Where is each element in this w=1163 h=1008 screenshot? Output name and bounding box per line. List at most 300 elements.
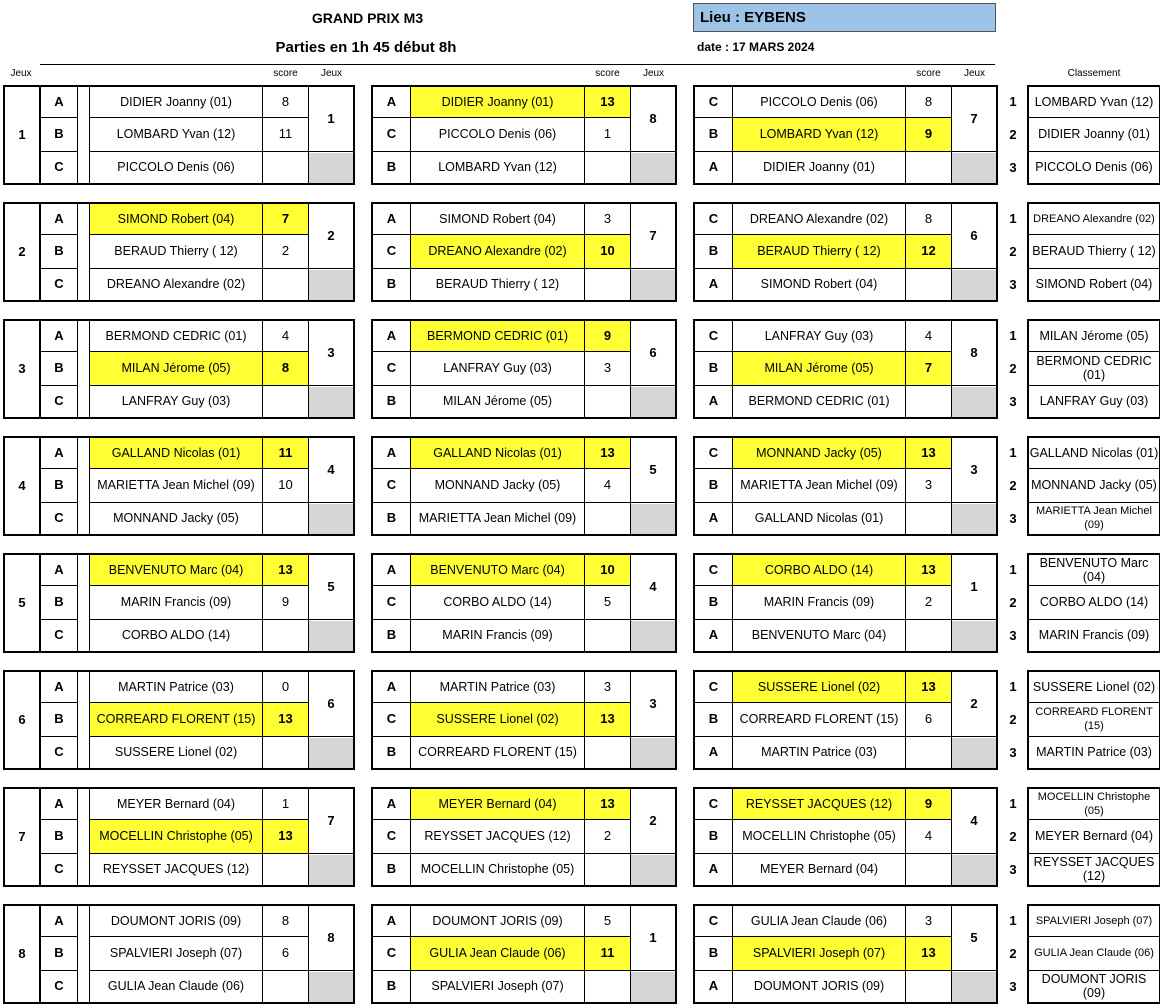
ranking-name: BERAUD Thierry ( 12) [1027,235,1160,268]
player-name: MEYER Bernard (04) [733,854,906,887]
jeux-empty-frame [309,854,355,887]
jeux-empty-frame [631,971,677,1004]
spacer-column [78,202,90,302]
score-cell[interactable]: 13 [906,937,952,970]
score-cell[interactable]: 9 [263,586,309,619]
score-cell[interactable]: 3 [585,352,631,385]
jeux-number: 8 [631,85,677,152]
player-name: CORBO ALDO (14) [411,586,585,619]
ranking-name: CORBO ALDO (14) [1027,586,1160,619]
team-letter: A [693,152,733,185]
team-letter: C [693,670,733,703]
jeux-empty-frame [952,854,998,887]
player-name: BERAUD Thierry ( 12) [411,269,585,302]
score-cell[interactable]: 3 [906,904,952,937]
rank-number: 1 [1009,444,1017,460]
team-letter: C [371,235,411,268]
player-name: GULIA Jean Claude (06) [90,971,263,1004]
jeux-number: 5 [631,436,677,503]
player-name: MEYER Bernard (04) [411,787,585,820]
poule-group [0,787,1163,888]
ranking-name: LANFRAY Guy (03) [1027,386,1160,419]
page-subtitle: Parties en 1h 45 début 8h [275,39,457,56]
jeux-empty-frame [631,386,677,419]
team-letter: A [693,503,733,536]
jeux-number: 3 [952,436,998,503]
jeux-empty-frame [952,503,998,536]
score-cell[interactable]: 4 [906,319,952,352]
player-name: SIMOND Robert (04) [411,202,585,235]
jeux-number: 6 [309,670,355,737]
team-letter: C [693,319,733,352]
rank-number: 1 [1009,93,1017,109]
score-cell[interactable] [263,971,309,1004]
player-name: LANFRAY Guy (03) [90,386,263,419]
header-score-3: score [916,68,941,79]
header-jeux-3: Jeux [963,68,986,79]
player-name: MEYER Bernard (04) [90,787,263,820]
player-name: MILAN Jérome (05) [411,386,585,419]
score-cell[interactable]: 5 [585,586,631,619]
jeux-empty-frame [309,620,355,653]
rank-number: 1 [1009,210,1017,226]
score-cell[interactable]: 12 [906,235,952,268]
poule-group [0,85,1163,186]
score-cell[interactable]: 13 [585,85,631,118]
score-cell[interactable] [585,971,631,1004]
score-cell[interactable]: 7 [263,202,309,235]
team-letter: C [693,553,733,586]
score-cell[interactable] [585,386,631,419]
score-cell[interactable]: 6 [906,703,952,736]
player-name: MARTIN Patrice (03) [411,670,585,703]
score-cell[interactable] [263,737,309,770]
team-letter: B [693,703,733,736]
rank-number: 2 [1009,477,1017,493]
score-cell[interactable] [585,620,631,653]
score-cell[interactable]: 8 [263,352,309,385]
player-name: BENVENUTO Marc (04) [733,620,906,653]
player-name: GALLAND Nicolas (01) [90,436,263,469]
score-cell[interactable]: 3 [906,469,952,502]
team-letter: A [693,620,733,653]
jeux-number: 1 [631,904,677,971]
player-name: BERAUD Thierry ( 12) [733,235,906,268]
score-cell[interactable] [906,971,952,1004]
score-cell[interactable]: 13 [906,670,952,703]
group-number: 4 [3,436,40,536]
player-name: MILAN Jérome (05) [733,352,906,385]
score-cell[interactable]: 13 [263,703,309,736]
location-box: Lieu : EYBENS [693,3,996,32]
team-letter: C [40,971,78,1004]
score-cell[interactable]: 4 [585,469,631,502]
score-cell[interactable] [906,152,952,185]
score-cell[interactable]: 13 [906,553,952,586]
score-cell[interactable]: 4 [263,319,309,352]
team-letter: A [40,787,78,820]
player-name: MONNAND Jacky (05) [90,503,263,536]
score-cell[interactable]: 4 [906,820,952,853]
score-cell[interactable]: 11 [263,436,309,469]
team-letter: B [693,352,733,385]
team-letter: A [693,971,733,1004]
player-name: DIDIER Joanny (01) [90,85,263,118]
score-cell[interactable] [263,269,309,302]
player-name: GALLAND Nicolas (01) [733,503,906,536]
team-letter: C [693,202,733,235]
player-name: LANFRAY Guy (03) [733,319,906,352]
score-cell[interactable]: 13 [906,436,952,469]
ranking-name: SPALVIERI Joseph (07) [1027,904,1160,937]
team-letter: A [371,553,411,586]
ranking-name: GULIA Jean Claude (06) [1027,937,1160,970]
score-cell[interactable] [906,854,952,887]
team-letter: A [693,737,733,770]
header-jeux-2: Jeux [642,68,665,79]
poule-group [0,319,1163,420]
team-letter: A [40,319,78,352]
player-name: BERMOND CEDRIC (01) [733,386,906,419]
group-number: 3 [3,319,40,419]
jeux-empty-frame [309,737,355,770]
score-cell[interactable] [263,503,309,536]
rank-number: 2 [1009,828,1017,844]
team-letter: B [693,118,733,151]
jeux-number: 5 [309,553,355,620]
team-letter: A [371,436,411,469]
team-letter: A [40,670,78,703]
score-cell[interactable] [906,269,952,302]
jeux-number: 2 [631,787,677,854]
team-letter: C [40,737,78,770]
ranking-name: PICCOLO Denis (06) [1027,152,1160,185]
player-name: LOMBARD Yvan (12) [411,152,585,185]
spacer-column [78,904,90,1004]
rank-number: 1 [1009,912,1017,928]
team-letter: B [371,971,411,1004]
team-letter: A [40,553,78,586]
score-cell[interactable] [585,503,631,536]
score-cell[interactable] [906,737,952,770]
jeux-empty-frame [952,386,998,419]
team-letter: B [40,469,78,502]
jeux-empty-frame [631,854,677,887]
score-cell[interactable]: 2 [263,235,309,268]
score-cell[interactable]: 11 [585,937,631,970]
player-name: GULIA Jean Claude (06) [411,937,585,970]
score-cell[interactable]: 6 [263,937,309,970]
jeux-number: 8 [952,319,998,386]
header-jeux-1: Jeux [320,68,343,79]
team-letter: B [40,703,78,736]
team-letter: A [693,386,733,419]
team-letter: C [693,904,733,937]
score-cell[interactable] [585,737,631,770]
ranking-name: SIMOND Robert (04) [1027,269,1160,302]
jeux-number: 8 [309,904,355,971]
poule-group [0,670,1163,771]
score-cell[interactable]: 2 [906,586,952,619]
team-letter: C [693,85,733,118]
jeux-empty-frame [952,737,998,770]
score-cell[interactable] [585,269,631,302]
team-letter: C [40,503,78,536]
player-name: MONNAND Jacky (05) [733,436,906,469]
team-letter: B [693,820,733,853]
jeux-empty-frame [631,503,677,536]
header-rule [40,64,995,65]
ranking-name: DOUMONT JORIS (09) [1027,971,1160,1004]
team-letter: B [371,386,411,419]
team-letter: A [371,202,411,235]
score-cell[interactable]: 0 [263,670,309,703]
player-name: LANFRAY Guy (03) [411,352,585,385]
team-letter: A [40,436,78,469]
poule-group [0,553,1163,654]
team-letter: C [371,118,411,151]
team-letter: B [371,269,411,302]
jeux-empty-frame [631,620,677,653]
team-letter: B [40,586,78,619]
spacer-column [78,85,90,185]
spacer-column [78,787,90,887]
jeux-number: 6 [952,202,998,269]
player-name: SPALVIERI Joseph (07) [733,937,906,970]
player-name: SIMOND Robert (04) [90,202,263,235]
player-name: SPALVIERI Joseph (07) [411,971,585,1004]
ranking-name: MARTIN Patrice (03) [1027,737,1160,770]
player-name: BENVENUTO Marc (04) [90,553,263,586]
player-name: BERMOND CEDRIC (01) [411,319,585,352]
spacer-column [78,436,90,536]
ranking-name: BENVENUTO Marc (04) [1027,553,1160,586]
score-cell[interactable]: 1 [585,118,631,151]
player-name: CORBO ALDO (14) [733,553,906,586]
rank-number: 3 [1009,277,1017,293]
rank-number: 1 [1009,678,1017,694]
team-letter: B [371,503,411,536]
jeux-number: 7 [309,787,355,854]
rank-number: 3 [1009,862,1017,878]
team-letter: B [371,737,411,770]
jeux-number: 5 [952,904,998,971]
score-cell[interactable]: 8 [906,202,952,235]
score-cell[interactable]: 9 [906,787,952,820]
score-cell[interactable] [263,386,309,419]
team-letter: C [40,620,78,653]
team-letter: B [693,586,733,619]
jeux-number: 7 [631,202,677,269]
jeux-number: 2 [309,202,355,269]
player-name: DIDIER Joanny (01) [733,152,906,185]
jeux-empty-frame [952,620,998,653]
team-letter: B [40,118,78,151]
score-cell[interactable]: 10 [263,469,309,502]
team-letter: B [693,937,733,970]
jeux-number: 7 [952,85,998,152]
group-number: 5 [3,553,40,653]
jeux-number: 4 [631,553,677,620]
player-name: DOUMONT JORIS (09) [411,904,585,937]
player-name: DOUMONT JORIS (09) [90,904,263,937]
player-name: BENVENUTO Marc (04) [411,553,585,586]
team-letter: A [693,854,733,887]
ranking-name: MARIETTA Jean Michel (09) [1027,503,1160,536]
player-name: PICCOLO Denis (06) [411,118,585,151]
ranking-name: DIDIER Joanny (01) [1027,118,1160,151]
score-cell[interactable]: 10 [585,235,631,268]
header-score-2: score [595,68,620,79]
jeux-empty-frame [952,269,998,302]
rank-number: 2 [1009,360,1017,376]
score-cell[interactable]: 3 [585,202,631,235]
rank-number: 3 [1009,979,1017,995]
jeux-number: 3 [309,319,355,386]
score-cell[interactable]: 3 [585,670,631,703]
team-letter: C [693,787,733,820]
team-letter: C [371,820,411,853]
spacer-column [78,319,90,419]
player-name: SIMOND Robert (04) [733,269,906,302]
score-cell[interactable]: 13 [585,436,631,469]
ranking-name: MEYER Bernard (04) [1027,820,1160,853]
player-name: SPALVIERI Joseph (07) [90,937,263,970]
team-letter: A [40,85,78,118]
score-cell[interactable]: 8 [263,85,309,118]
header-score-1: score [273,68,298,79]
rank-number: 1 [1009,795,1017,811]
team-letter: B [371,152,411,185]
player-name: DREANO Alexandre (02) [411,235,585,268]
player-name: CORREARD FLORENT (15) [733,703,906,736]
team-letter: B [40,937,78,970]
poule-group [0,436,1163,537]
score-cell[interactable] [263,854,309,887]
player-name: MOCELLIN Christophe (05) [90,820,263,853]
score-cell[interactable] [585,854,631,887]
player-name: DREANO Alexandre (02) [733,202,906,235]
player-name: GALLAND Nicolas (01) [411,436,585,469]
ranking-name: MILAN Jérome (05) [1027,319,1160,352]
rank-number: 3 [1009,160,1017,176]
team-letter: A [371,85,411,118]
score-cell[interactable] [263,620,309,653]
ranking-name: SUSSERE Lionel (02) [1027,670,1160,703]
jeux-empty-frame [309,152,355,185]
player-name: BERAUD Thierry ( 12) [90,235,263,268]
rank-number: 1 [1009,561,1017,577]
score-cell[interactable]: 10 [585,553,631,586]
team-letter: B [40,235,78,268]
player-name: SUSSERE Lionel (02) [90,737,263,770]
team-letter: C [371,352,411,385]
jeux-empty-frame [631,737,677,770]
player-name: MARIN Francis (09) [733,586,906,619]
score-cell[interactable] [263,152,309,185]
jeux-empty-frame [309,503,355,536]
score-cell[interactable]: 9 [585,319,631,352]
group-number: 1 [3,85,40,185]
player-name: MARTIN Patrice (03) [733,737,906,770]
player-name: MARIETTA Jean Michel (09) [90,469,263,502]
player-name: MARIN Francis (09) [411,620,585,653]
jeux-empty-frame [631,269,677,302]
score-cell[interactable]: 1 [263,787,309,820]
player-name: PICCOLO Denis (06) [733,85,906,118]
jeux-empty-frame [952,152,998,185]
score-cell[interactable]: 9 [906,118,952,151]
score-cell[interactable]: 13 [263,820,309,853]
group-number: 7 [3,787,40,887]
rank-number: 3 [1009,394,1017,410]
team-letter: B [371,620,411,653]
score-cell[interactable] [906,503,952,536]
score-cell[interactable]: 11 [263,118,309,151]
score-cell[interactable] [906,386,952,419]
player-name: DREANO Alexandre (02) [90,269,263,302]
team-letter: B [40,352,78,385]
player-name: DIDIER Joanny (01) [411,85,585,118]
player-name: MOCELLIN Christophe (05) [411,854,585,887]
rank-number: 3 [1009,628,1017,644]
rank-number: 2 [1009,243,1017,259]
jeux-empty-frame [309,269,355,302]
player-name: REYSSET JACQUES (12) [733,787,906,820]
player-name: DOUMONT JORIS (09) [733,971,906,1004]
score-cell[interactable] [585,152,631,185]
team-letter: B [693,235,733,268]
team-letter: C [371,937,411,970]
rank-number: 2 [1009,945,1017,961]
score-cell[interactable]: 13 [585,703,631,736]
rank-number: 2 [1009,711,1017,727]
team-letter: C [40,386,78,419]
rank-number: 3 [1009,511,1017,527]
score-cell[interactable]: 13 [263,553,309,586]
team-letter: A [371,319,411,352]
ranking-name: GALLAND Nicolas (01) [1027,436,1160,469]
player-name: CORREARD FLORENT (15) [411,737,585,770]
team-letter: A [371,670,411,703]
team-letter: A [371,787,411,820]
ranking-name: MOCELLIN Christophe (05) [1027,787,1160,820]
ranking-name: BERMOND CEDRIC (01) [1027,352,1160,385]
spacer-column [78,553,90,653]
team-letter: C [371,586,411,619]
score-cell[interactable]: 13 [585,787,631,820]
score-cell[interactable]: 2 [585,820,631,853]
ranking-name: LOMBARD Yvan (12) [1027,85,1160,118]
score-cell[interactable]: 5 [585,904,631,937]
spacer-column [78,670,90,770]
ranking-name: MARIN Francis (09) [1027,620,1160,653]
player-name: CORBO ALDO (14) [90,620,263,653]
score-cell[interactable] [906,620,952,653]
rank-number: 2 [1009,126,1017,142]
group-number: 2 [3,202,40,302]
ranking-name: REYSSET JACQUES (12) [1027,854,1160,887]
score-cell[interactable]: 8 [263,904,309,937]
jeux-number: 1 [952,553,998,620]
ranking-name: CORREARD FLORENT (15) [1027,703,1160,736]
rank-number: 2 [1009,594,1017,610]
score-cell[interactable]: 8 [906,85,952,118]
score-cell[interactable]: 7 [906,352,952,385]
player-name: MARIN Francis (09) [90,586,263,619]
player-name: MARIETTA Jean Michel (09) [411,503,585,536]
team-letter: A [40,202,78,235]
